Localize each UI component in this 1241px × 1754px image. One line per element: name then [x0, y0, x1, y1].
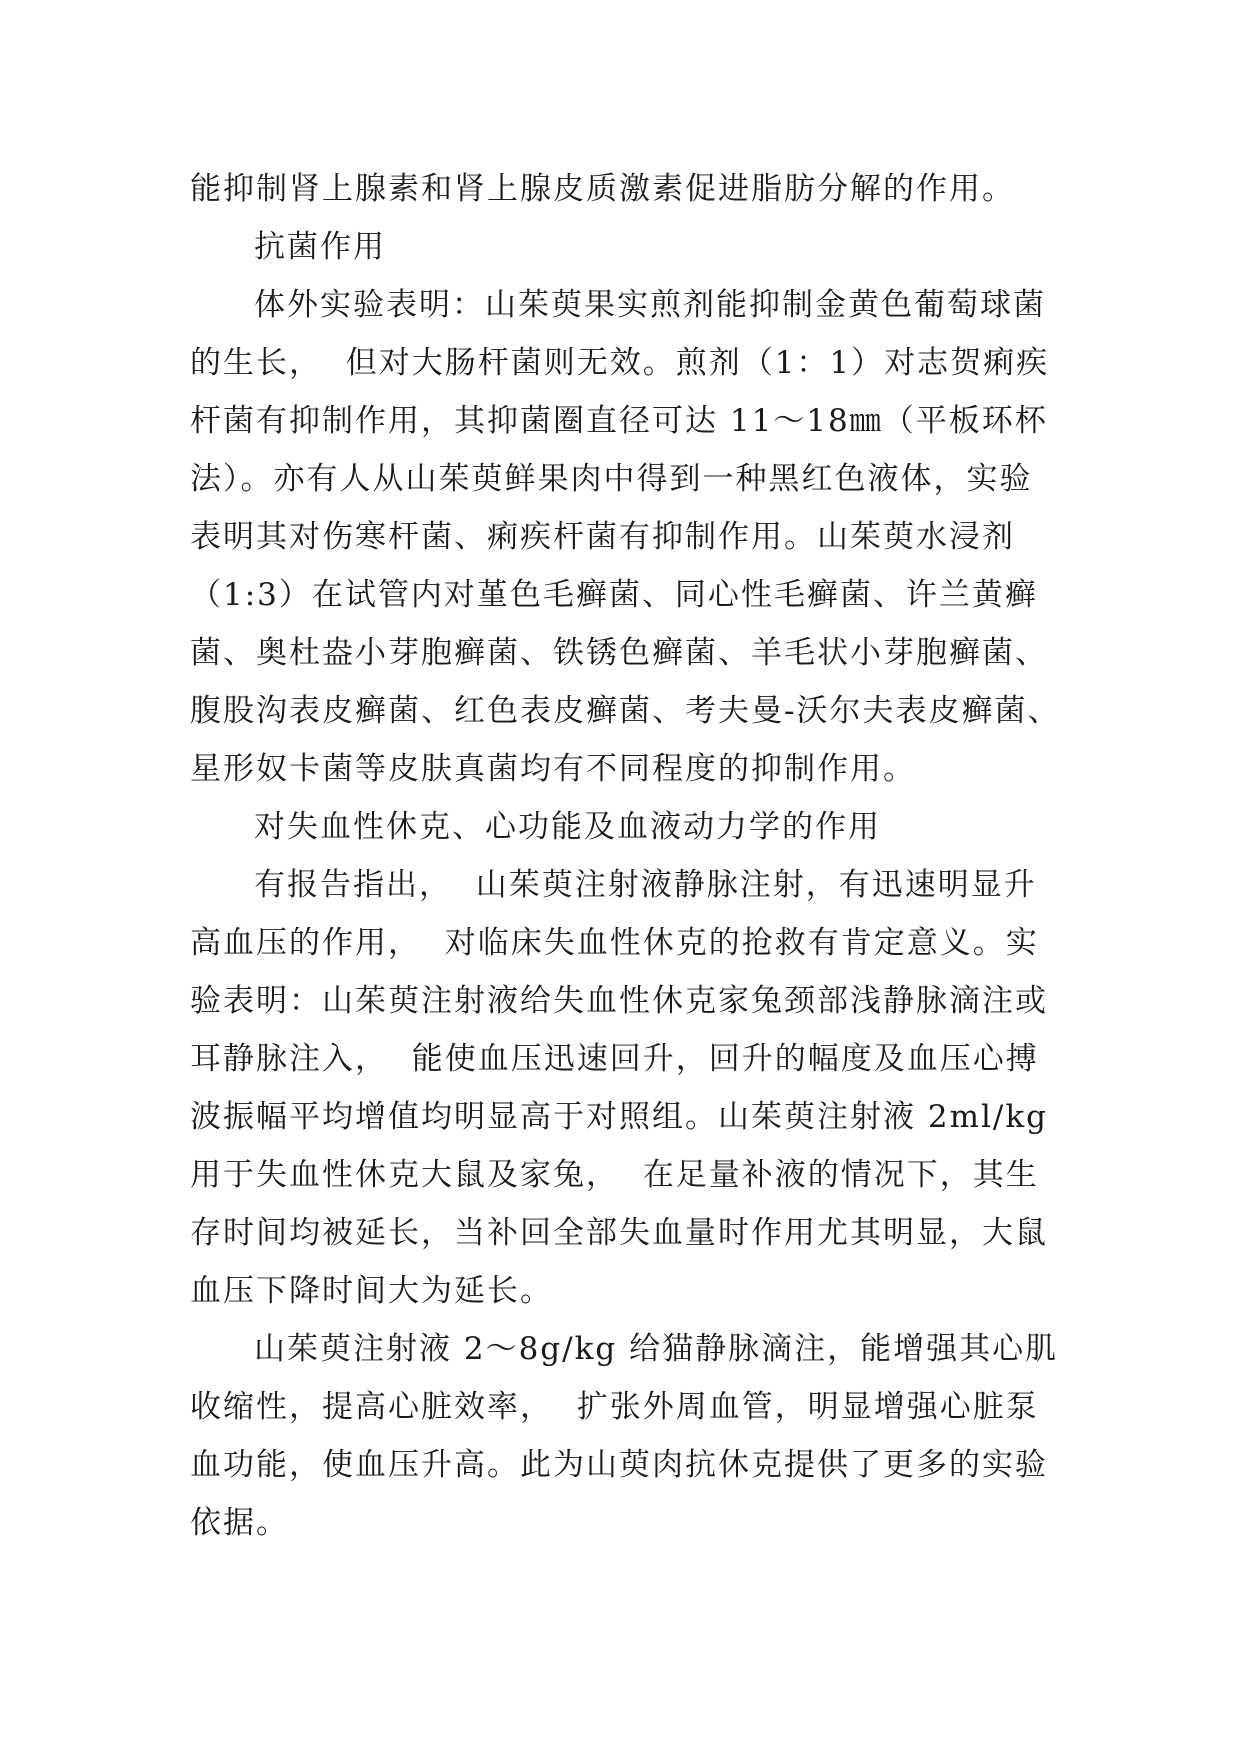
- text-line: 杆菌有抑制作用，其抑菌圈直径可达 11～18㎜（平板环杯: [190, 403, 1048, 439]
- text-line: 用于失血性休克大鼠及家兔， 在足量补液的情况下，其生: [190, 1157, 1039, 1193]
- text-line: 收缩性，提高心脏效率， 扩张外周血管，明显增强心脏泵: [190, 1389, 1039, 1425]
- text-line: 高血压的作用， 对临床失血性休克的抢救有肯定意义。实: [190, 925, 1039, 961]
- text-line: 有报告指出， 山茱萸注射液静脉注射，有迅速明显升: [254, 867, 1037, 903]
- text-line: （1:3）在试管内对堇色毛癣菌、同心性毛癣菌、许兰黄癣: [190, 577, 1038, 613]
- text-line: 验表明：山茱萸注射液给失血性休克家兔颈部浅静脉滴注或: [190, 983, 1048, 1019]
- text-line: 山茱萸注射液 2～8g/kg 给猫静脉滴注，能增强其心肌: [254, 1331, 1059, 1367]
- text-line: 腹股沟表皮癣菌、红色表皮癣菌、考夫曼-沃尔夫表皮癣菌、: [190, 693, 1061, 729]
- section-heading-shock: 对失血性休克、心功能及血液动力学的作用: [254, 809, 881, 845]
- text-line: 法）。亦有人从山茱萸鲜果肉中得到一种黑红色液体，实验: [190, 461, 1033, 497]
- text-line: 表明其对伤寒杆菌、痢疾杆菌有抑制作用。山茱萸水浸剂: [190, 519, 1015, 555]
- text-line: 菌、奥杜盎小芽胞癣菌、铁锈色癣菌、羊毛状小芽胞癣菌、: [190, 635, 1048, 671]
- text-line: 血功能，使血压升高。此为山萸肉抗休克提供了更多的实验: [190, 1447, 1048, 1483]
- text-line: 耳静脉注入， 能使血压迅速回升，回升的幅度及血压心搏: [190, 1041, 1039, 1077]
- text-line: 能抑制肾上腺素和肾上腺皮质激素促进脂肪分解的作用。: [190, 171, 1015, 207]
- text-line: 血压下降时间大为延长。: [190, 1273, 553, 1309]
- text-line: 的生长， 但对大肠杆菌则无效。煎剂（1：1）对志贺痢疾: [190, 345, 1050, 381]
- text-line: 星形奴卡菌等皮肤真菌均有不同程度的抑制作用。: [190, 751, 916, 787]
- document-body: [190, 160, 1070, 1552]
- text-line: 体外实验表明：山茱萸果实煎剂能抑制金黄色葡萄球菌: [254, 287, 1046, 323]
- text-line: 依据。: [190, 1505, 289, 1541]
- text-line: 存时间均被延长，当补回全部失血量时作用尤其明显，大鼠: [190, 1215, 1048, 1251]
- section-heading-antibacterial: 抗菌作用: [254, 229, 386, 265]
- text-line: 波振幅平均增值均明显高于对照组。山茱萸注射液 2ml/kg: [190, 1099, 1048, 1135]
